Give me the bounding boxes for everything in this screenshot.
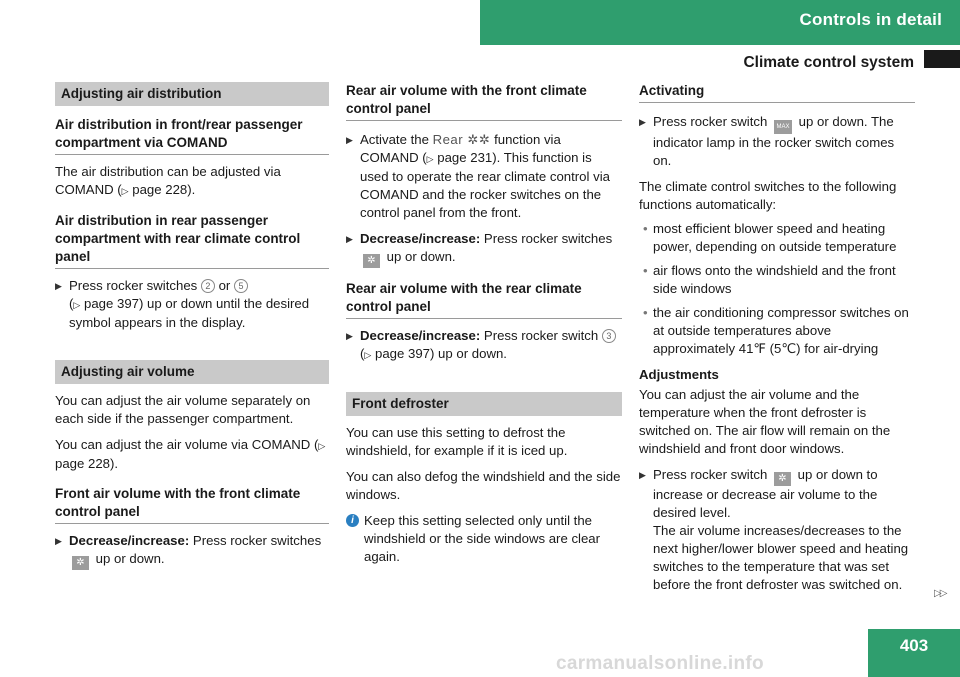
page-ref-icon: ▷ (318, 441, 326, 451)
heading-activating: Activating (639, 82, 915, 103)
paragraph-defrost: You can use this setting to defrost the windshield, for example if it is iced up. (346, 425, 568, 458)
step-arrow-icon: ▶ (55, 281, 62, 291)
heading-front-air-volume: Front air volume with the front climate control panel (55, 485, 329, 524)
page-ref-icon: ▷ (73, 300, 81, 310)
step-activate-rear: ▶ Activate the Rear ✲✲ function via COMAND (▷ page 231). This function is used to operate the rear climate control via COMAND and the rocker switches on the control panel from the front. (346, 132, 610, 220)
step-rocker-switches: ▶ Press rocker switches 2 or 5 (▷ page 397) up or down until the desired symbol appears in the display. (55, 278, 310, 330)
list-item: • most efficient blower speed and heating power, depending on outside temperature (643, 221, 897, 254)
fan-rocker-icon: ✲ (72, 556, 89, 570)
max-defrost-icon: MAX (774, 120, 792, 134)
section-title: Controls in detail (799, 10, 942, 29)
subheading-adjustments: Adjustments (639, 367, 719, 382)
paragraph-auto-functions: The climate control switches to the following functions automatically: (639, 179, 897, 212)
step-press-defrost: ▶ Press rocker switch MAX up or down. The indicator lamp in the rocker switch comes on. (639, 114, 895, 168)
bullet-icon: • (643, 305, 648, 320)
paragraph-adjustments: You can adjust the air volume and the temperature when the front defroster is switched on. The air flow will remain on the windshield and front door windows. (639, 387, 891, 456)
section-banner-front-defroster: Front defroster (346, 392, 622, 416)
paragraph-defog: You can also defog the windshield and the side windows. (346, 469, 621, 502)
continued-icon: ▷▷ (934, 588, 946, 599)
info-icon: i (346, 514, 359, 527)
page-ref-icon: ▷ (121, 186, 129, 196)
column-1 (55, 82, 329, 570)
rear-function-icon: Rear ✲✲ (432, 132, 491, 147)
subsection-title: Climate control system (743, 54, 914, 71)
bullet-icon: • (643, 263, 648, 278)
column-3 (639, 82, 915, 594)
fan-rocker-icon: ✲ (774, 472, 791, 486)
callout-number: 5 (234, 279, 248, 293)
list-item: • air flows onto the windshield and the front side windows (643, 263, 896, 296)
step-decrease-increase-rear: ▶ Decrease/increase: Press rocker switch 3 (▷ page 397) up or down. (346, 327, 622, 364)
heading-rear-volume-front-panel: Rear air volume with the front climate control panel (346, 82, 622, 121)
paragraph-air-volume-comand: You can adjust the air volume via COMAND (▷ page 228). (55, 437, 326, 471)
heading-front-rear-distribution: Air distribution in front/rear passenger compartment via COMAND (55, 116, 329, 155)
step-arrow-icon: ▶ (639, 117, 646, 127)
page-ref-icon: ▷ (364, 350, 372, 360)
header-tab-marker (924, 50, 960, 68)
paragraph-comand-distribution: The air distribution can be adjusted via COMAND (▷ page 228). (55, 164, 281, 197)
bullet-icon: • (643, 221, 648, 236)
fan-rocker-icon: ✲ (363, 254, 380, 268)
step-arrow-icon: ▶ (346, 331, 353, 341)
info-note: i Keep this setting selected only until the windshield or the side windows are clear again. (346, 512, 622, 566)
step-decrease-increase: ▶ Decrease/increase: Press rocker switches ✲ up or down. (55, 533, 322, 568)
list-item: • the air conditioning compressor switches on at outside temperatures above approximately 41℉ (5℃) for air-drying (643, 305, 909, 356)
header-band (480, 0, 960, 45)
watermark: carmanualsonline.info (556, 653, 764, 674)
page-ref-icon: ▷ (426, 154, 434, 164)
callout-number: 2 (201, 279, 215, 293)
step-adjust-volume: ▶ Press rocker switch ✲ up or down to increase or decrease air volume to the desired level. The air volume increases/decreases to the next higher/lower blower speed and heating switches to the temperature that was set before the front defroster was switched on. (639, 467, 909, 592)
step-arrow-icon: ▶ (55, 536, 62, 546)
section-banner-air-volume: Adjusting air volume (55, 360, 329, 384)
step-arrow-icon: ▶ (346, 135, 353, 145)
step-arrow-icon: ▶ (639, 470, 646, 480)
heading-rear-volume-rear-panel: Rear air volume with the rear climate control panel (346, 280, 622, 319)
column-2 (346, 82, 622, 566)
section-banner-air-distribution: Adjusting air distribution (55, 82, 329, 106)
paragraph-air-volume-sides: You can adjust the air volume separately on each side if the passenger compartment. (55, 393, 311, 426)
callout-number: 3 (602, 329, 616, 343)
step-arrow-icon: ▶ (346, 234, 353, 244)
heading-rear-distribution: Air distribution in rear passenger compartment with rear climate control panel (55, 212, 329, 269)
page-number: 403 (868, 629, 960, 677)
step-decrease-increase: ▶ Decrease/increase: Press rocker switches ✲ up or down. (346, 231, 613, 266)
